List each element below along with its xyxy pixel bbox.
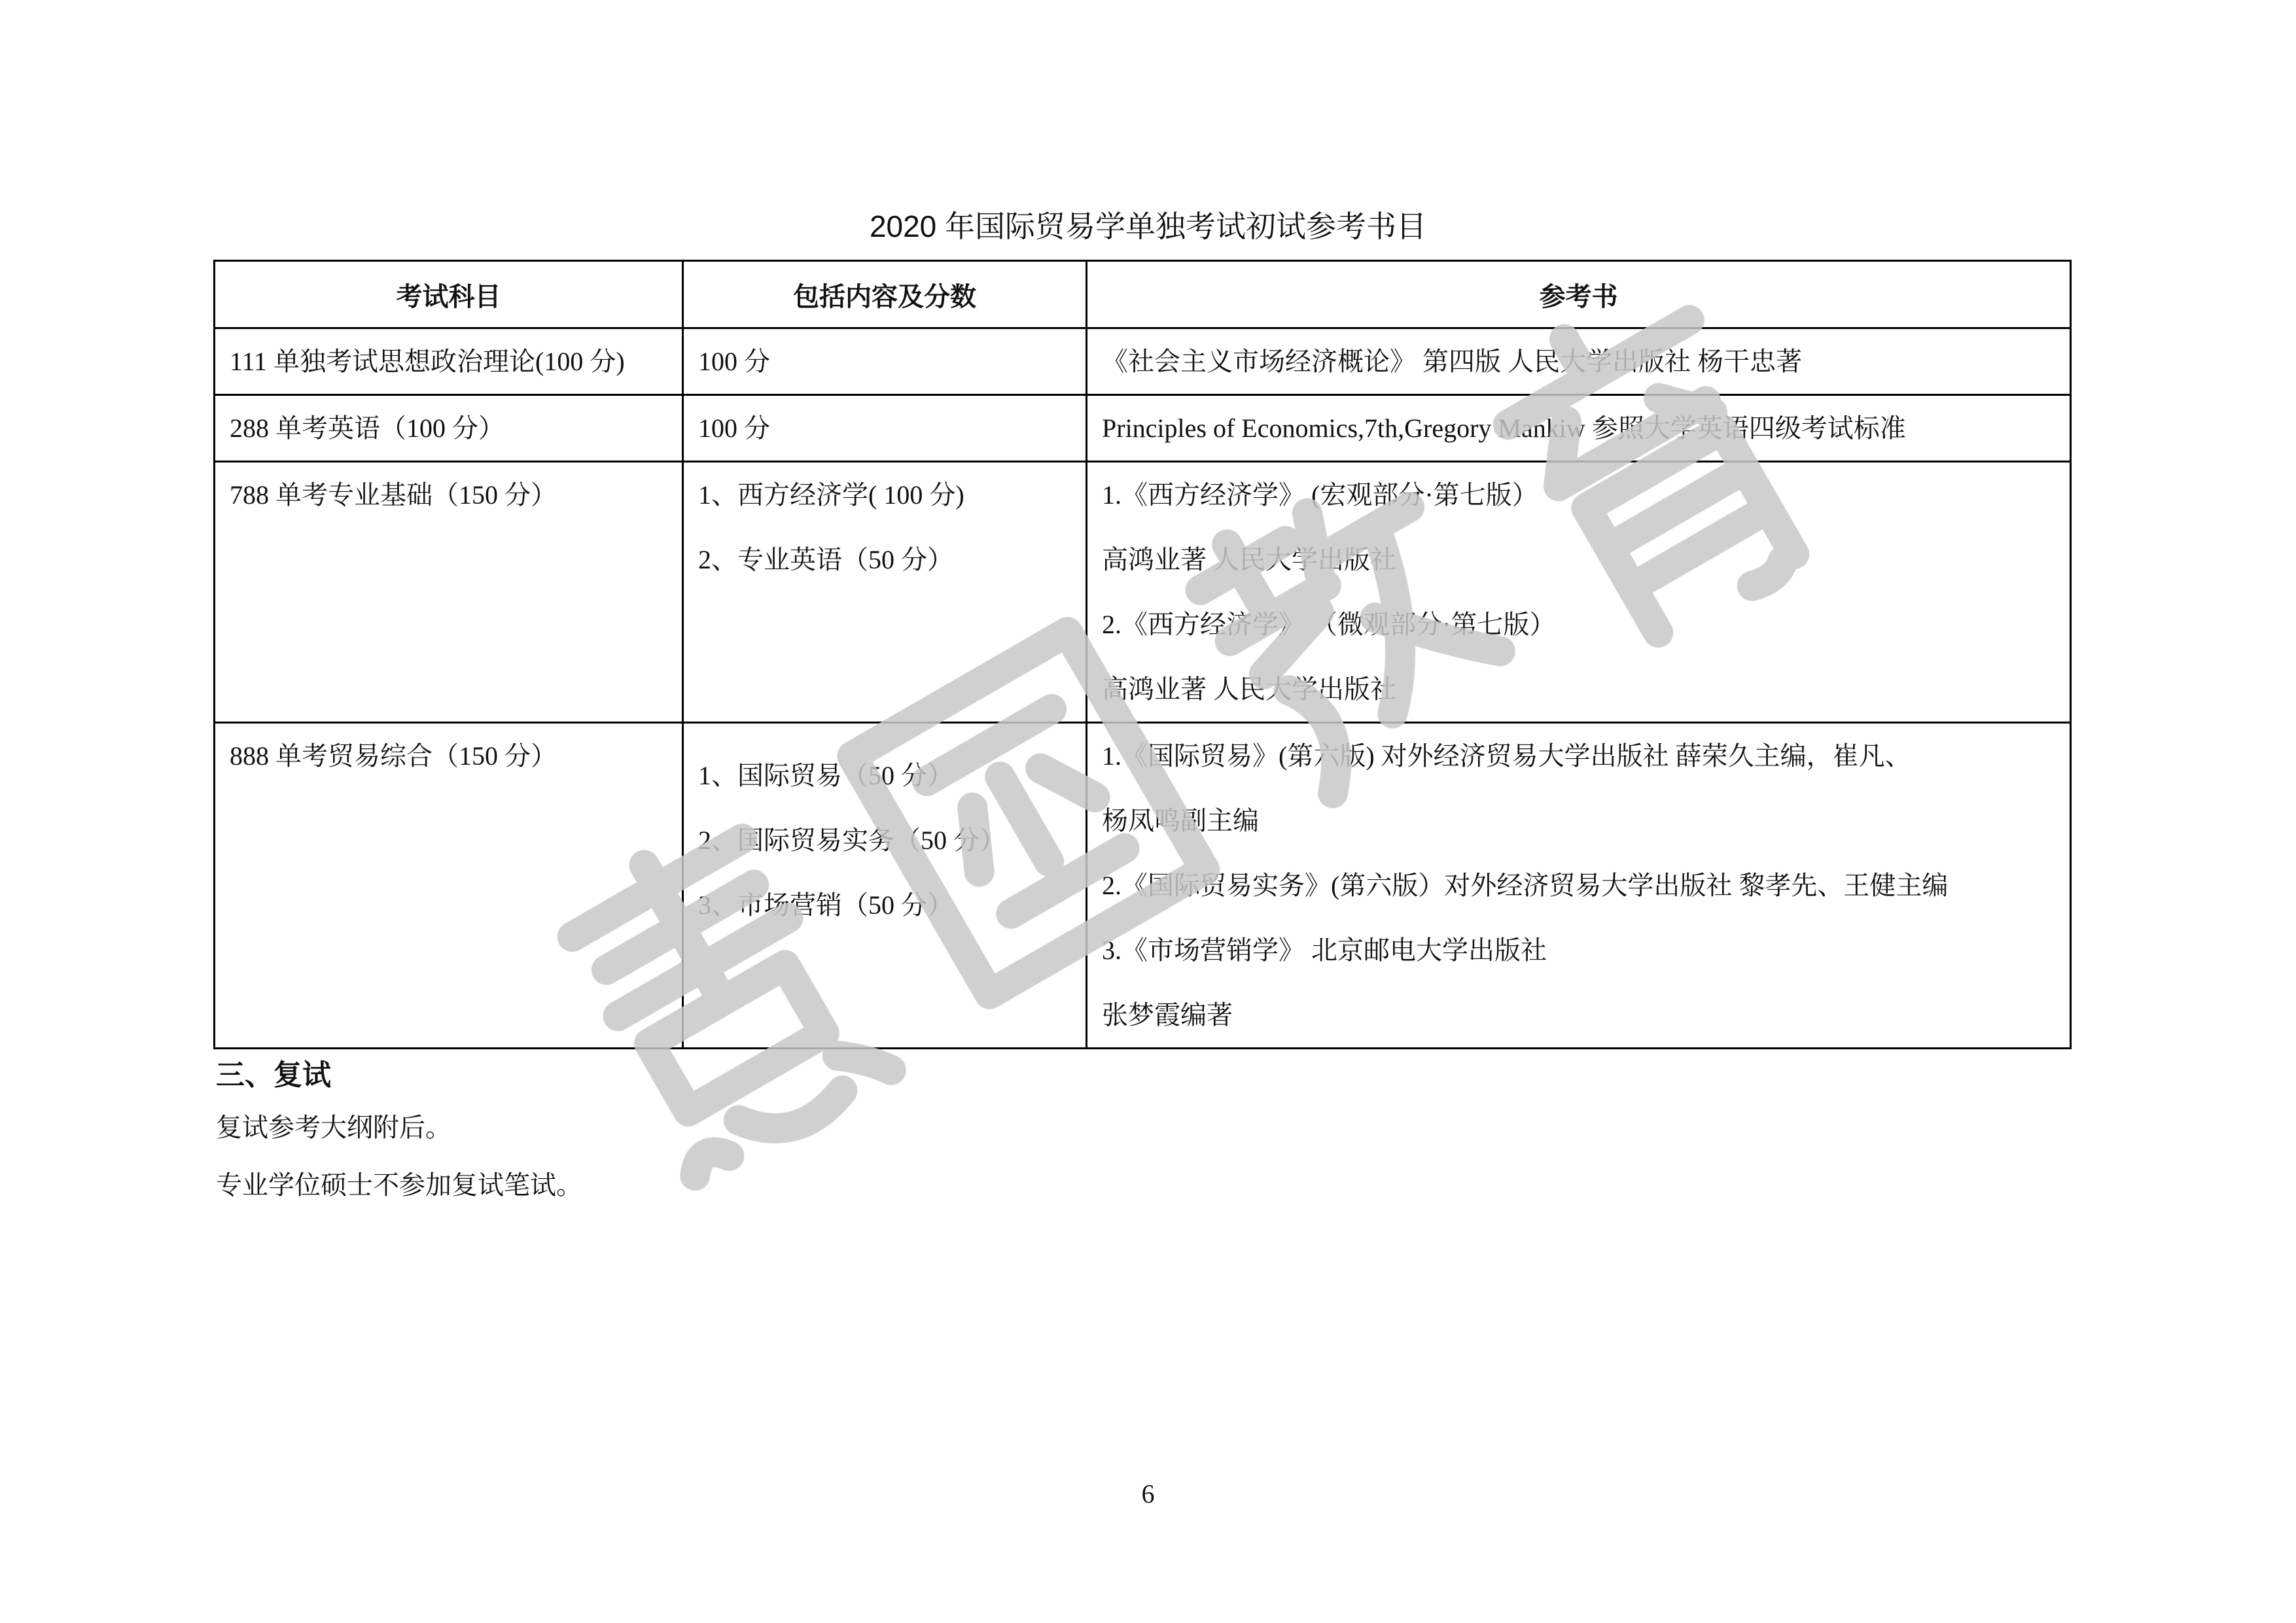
- books-cell: [1087, 723, 2071, 1049]
- book-text: 3.《市场营销学》 北京邮电大学出版社: [1102, 935, 1547, 965]
- content-text: 2、专业英语（50 分）: [698, 545, 953, 574]
- books-cell: [1087, 462, 2071, 723]
- books-cell: [1087, 395, 2071, 462]
- subject-text: 288 单考英语（100 分）: [230, 413, 504, 443]
- document-title: 2020 年国际贸易学单独考试初试参考书目: [869, 209, 1427, 243]
- section-heading: 三、复试: [216, 1059, 331, 1091]
- subject-text: 111 单独考试思想政治理论(100 分): [230, 347, 625, 376]
- table-header-row: [215, 261, 2071, 328]
- content-cell: [683, 395, 1087, 462]
- book-text: 2.《国际贸易实务》(第六版）对外经济贸易大学出版社 黎孝先、王健主编: [1102, 871, 1949, 900]
- content-text: 100 分: [698, 347, 770, 376]
- content-text: 100 分: [698, 413, 770, 443]
- subject-text: 888 单考贸易综合（150 分）: [230, 741, 557, 771]
- book-text: Principles of Economics,7th,Gregory Mankiw 参照大学英语四级考试标准: [1102, 413, 1906, 443]
- table-row: [215, 462, 2071, 723]
- book-text: 《社会主义市场经济概论》 第四版 人民大学出版社 杨干忠著: [1102, 347, 1802, 376]
- subject-cell: [215, 462, 683, 723]
- content-cell: [683, 462, 1087, 723]
- book-text: 杨凤鸣副主编: [1102, 806, 1259, 835]
- page-number: 6: [1141, 1479, 1155, 1509]
- table-row: [215, 328, 2071, 395]
- header-subject: 考试科目: [215, 261, 683, 328]
- book-text: 张梦霞编著: [1102, 1000, 1233, 1030]
- reference-book-table: [213, 260, 2072, 1049]
- table-row: [215, 723, 2071, 1049]
- book-text: 1.《国际贸易》(第六版) 对外经济贸易大学出版社 薛荣久主编，崔凡、: [1102, 741, 1911, 771]
- paragraph: 专业学位硕士不参加复试笔试。: [216, 1170, 582, 1200]
- subject-cell: [215, 723, 683, 1049]
- book-text: 高鸿业著 人民大学出版社: [1102, 674, 1396, 704]
- subject-cell: [215, 395, 683, 462]
- subject-text: 788 单考专业基础（150 分）: [230, 480, 557, 510]
- books-cell: [1087, 328, 2071, 395]
- content-cell: [683, 723, 1087, 1049]
- content-cell: [683, 328, 1087, 395]
- header-books: 参考书: [1087, 261, 2071, 328]
- header-content: 包括内容及分数: [683, 261, 1087, 328]
- book-text: 2.《西方经济学》 （微观部分·第七版）: [1102, 610, 1556, 639]
- table-row: [215, 395, 2071, 462]
- book-text: 高鸿业著 人民大学出版社: [1102, 545, 1396, 574]
- content-text: 1、西方经济学( 100 分): [698, 480, 964, 510]
- book-text: 1.《西方经济学》 (宏观部分·第七版）: [1102, 480, 1538, 510]
- content-text: 2、国际贸易实务（50 分）: [698, 826, 1006, 855]
- content-text: 1、国际贸易（50 分）: [698, 761, 953, 790]
- content-text: 3、市场营销（50 分）: [698, 890, 953, 920]
- paragraph: 复试参考大纲附后。: [216, 1113, 451, 1142]
- subject-cell: [215, 328, 683, 395]
